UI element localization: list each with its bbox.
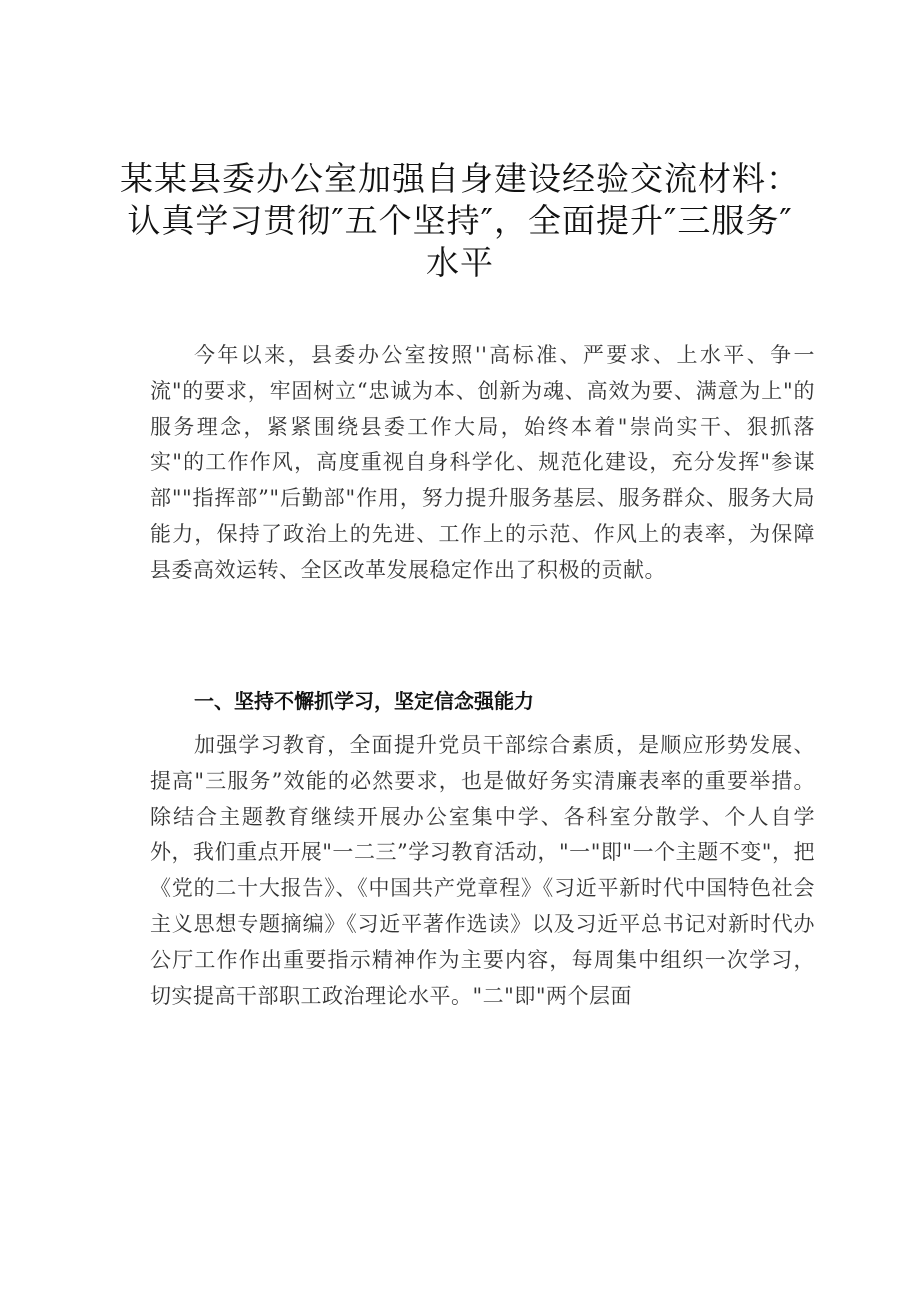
section-heading-1: 一、坚持不懈抓学习，坚定信念强能力 bbox=[194, 689, 534, 713]
section-1-paragraph: 加强学习教育，全面提升党员干部综合素质，是顺应形势发展、提高"三服务”效能的必然要求，也是做好务实清廉表率的重要举措。除结合主题教育继续开展办公室集中学、各科室分散学、个人自学外，我们重点开展"一二三”学习教育活动，"一"即"一个主题不变"，把《党的二十大报告》、《中国共产党章程》《习近平新时代中国特色社会主义思想专题摘编》《习近平著作选读》以及习近平总书记对新时代办公厅工作作出重要指示精神作为主要内容，每周集中组织一次学习，切实提高干部职工政治理论水平。"二"即"两个层面 bbox=[150, 733, 815, 1008]
intro-paragraph: 今年以来，县委办公室按照''高标准、严要求、上水平、争一流"的要求，牢固树立“忠诚为本、创新为魂、高效为要、满意为上"的服务理念，紧紧围绕县委工作大局，始终本着"崇尚实干、狠抓落实"的工作作风，高度重视自身科学化、规范化建设，充分发挥"参谋部""指挥部”"后勤部"作用，努力提升服务基层、服务群众、服务大局能力，保持了政治上的先进、工作上的示范、作风上的表率，为保障县委高效运转、全区改革发展稳定作出了积极的贡献。 bbox=[150, 343, 815, 582]
document-title: 某某县委办公室加强自身建设经验交流材料：认真学习贯彻″五个坚持″，全面提升″三服务″水平 bbox=[120, 159, 800, 282]
